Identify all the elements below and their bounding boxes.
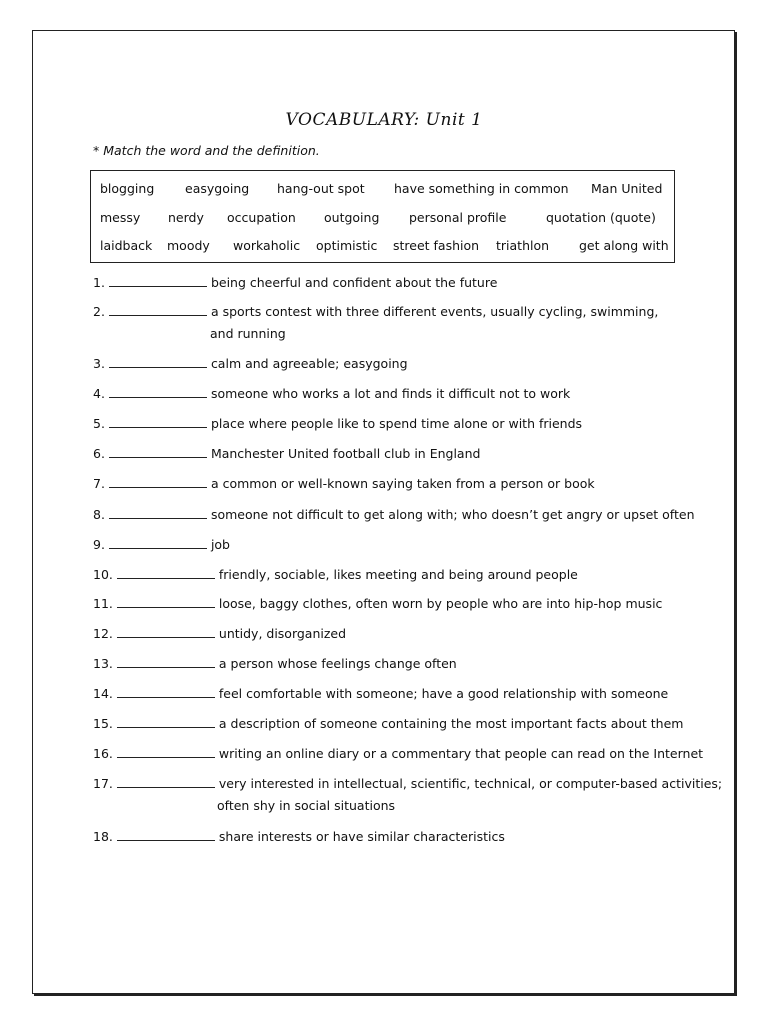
item-definition: being cheerful and confident about the future	[210, 275, 498, 290]
item-number: 17.	[93, 776, 113, 791]
list-item	[93, 473, 595, 495]
item-definition: someone not difficult to get along with; who doesn’t get angry or upset often	[210, 507, 695, 522]
item-number: 18.	[93, 829, 113, 844]
item-number: 2.	[93, 304, 105, 319]
item-number: 1.	[93, 275, 105, 290]
word-bank-word: blogging	[100, 181, 155, 196]
list-item	[93, 272, 497, 294]
item-definition: calm and agreeable; easygoing	[210, 356, 408, 371]
answer-blank[interactable]	[109, 416, 207, 428]
list-item	[93, 301, 658, 323]
answer-blank[interactable]	[109, 537, 207, 549]
item-number: 11.	[93, 596, 113, 611]
list-item	[93, 413, 582, 435]
answer-blank[interactable]	[117, 716, 215, 728]
item-definition: share interests or have similar characteristics	[218, 829, 505, 844]
word-bank-word: laidback	[100, 238, 153, 253]
item-definition: writing an online diary or a commentary that people can read on the Internet	[218, 746, 704, 761]
answer-blank[interactable]	[117, 686, 215, 698]
list-item	[93, 564, 578, 586]
answer-blank[interactable]	[109, 507, 207, 519]
list-item	[93, 443, 480, 465]
list-item	[93, 593, 662, 615]
word-bank-word: triathlon	[496, 238, 550, 253]
list-item	[93, 353, 408, 375]
item-definition: very interested in intellectual, scientific, technical, or computer-based activities;	[218, 776, 723, 791]
word-bank-word: outgoing	[324, 210, 380, 225]
item-definition-continued: and running	[210, 326, 286, 341]
list-item	[93, 826, 505, 848]
answer-blank[interactable]	[117, 567, 215, 579]
item-definition: job	[210, 537, 230, 552]
item-number: 10.	[93, 567, 113, 582]
item-definition: a description of someone containing the most important facts about them	[218, 716, 684, 731]
answer-blank[interactable]	[117, 746, 215, 758]
answer-blank[interactable]	[109, 356, 207, 368]
item-number: 8.	[93, 507, 105, 522]
word-bank-word: optimistic	[316, 238, 378, 253]
list-item	[93, 623, 346, 645]
word-bank-word: hang-out spot	[277, 181, 365, 196]
item-definition: friendly, sociable, likes meeting and being around people	[218, 567, 578, 582]
answer-blank[interactable]	[117, 776, 215, 788]
list-item	[93, 534, 230, 556]
answer-blank[interactable]	[109, 386, 207, 398]
item-definition: loose, baggy clothes, often worn by people who are into hip-hop music	[218, 596, 663, 611]
word-bank-word: have something in common	[394, 181, 569, 196]
item-number: 16.	[93, 746, 113, 761]
list-item	[93, 653, 457, 675]
item-definition: a sports contest with three different events, usually cycling, swimming,	[210, 304, 659, 319]
word-bank-word: Man United	[591, 181, 663, 196]
item-number: 3.	[93, 356, 105, 371]
item-number: 6.	[93, 446, 105, 461]
item-definition: place where people like to spend time alone or with friends	[210, 416, 583, 431]
list-item	[93, 504, 695, 526]
word-bank-word: messy	[100, 210, 141, 225]
item-definition: a common or well-known saying taken from a person or book	[210, 476, 595, 491]
list-item	[93, 713, 683, 735]
answer-blank[interactable]	[109, 304, 207, 316]
list-item	[93, 383, 570, 405]
item-number: 7.	[93, 476, 105, 491]
item-definition: Manchester United football club in England	[210, 446, 481, 461]
answer-blank[interactable]	[117, 626, 215, 638]
instruction-text: * Match the word and the definition.	[93, 143, 320, 158]
answer-blank[interactable]	[117, 829, 215, 841]
item-definition-continued: often shy in social situations	[217, 798, 396, 813]
item-number: 9.	[93, 537, 105, 552]
item-number: 5.	[93, 416, 105, 431]
item-definition: someone who works a lot and finds it difficult not to work	[210, 386, 571, 401]
word-bank-word: quotation (quote)	[546, 210, 656, 225]
word-bank-box	[90, 170, 675, 263]
word-bank-word: street fashion	[393, 238, 480, 253]
answer-blank[interactable]	[109, 446, 207, 458]
item-number: 13.	[93, 656, 113, 671]
item-definition: feel comfortable with someone; have a good relationship with someone	[218, 686, 669, 701]
item-number: 12.	[93, 626, 113, 641]
word-bank-word: nerdy	[168, 210, 204, 225]
answer-blank[interactable]	[117, 656, 215, 668]
worksheet-title: VOCABULARY: Unit 1	[285, 110, 483, 130]
item-definition: untidy, disorganized	[218, 626, 347, 641]
item-number: 15.	[93, 716, 113, 731]
answer-blank[interactable]	[109, 275, 207, 287]
word-bank-word: moody	[167, 238, 210, 253]
answer-blank[interactable]	[109, 476, 207, 488]
list-item	[93, 743, 703, 765]
word-bank-word: personal profile	[409, 210, 507, 225]
list-item	[93, 683, 668, 705]
item-definition: a person whose feelings change often	[218, 656, 457, 671]
word-bank-word: easygoing	[185, 181, 250, 196]
item-number: 14.	[93, 686, 113, 701]
list-item	[93, 773, 722, 795]
word-bank-word: get along with	[579, 238, 669, 253]
item-number: 4.	[93, 386, 105, 401]
answer-blank[interactable]	[117, 596, 215, 608]
word-bank-word: occupation	[227, 210, 296, 225]
word-bank-word: workaholic	[233, 238, 301, 253]
